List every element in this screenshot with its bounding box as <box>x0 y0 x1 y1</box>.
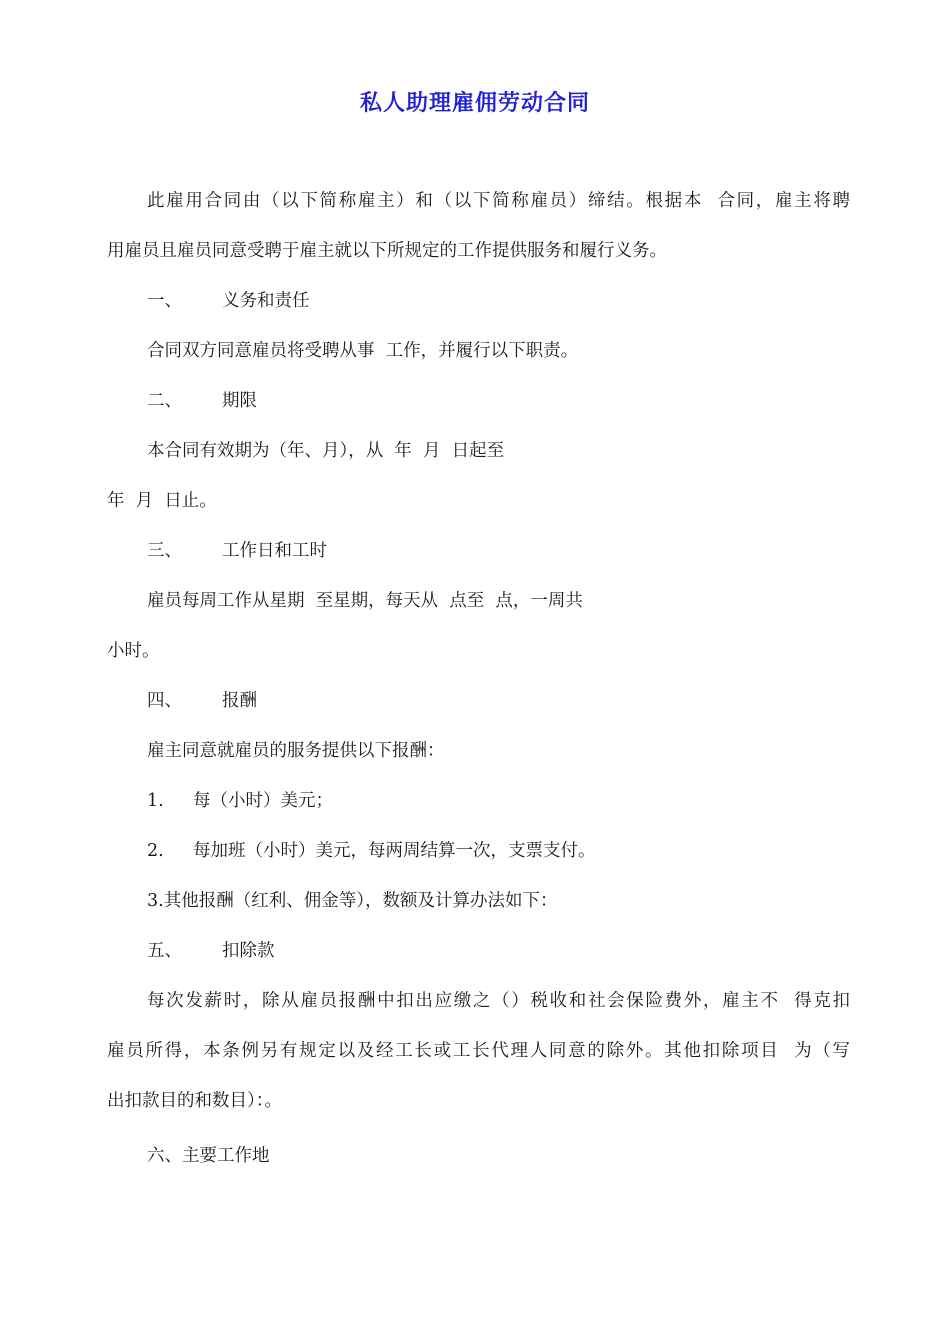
section-5-line-1: 每次发薪时，除从雇员报酬中扣出应缴之（）税收和社会保险费外，雇主不 得克扣 <box>147 991 850 1011</box>
section-3-body-line-1: 雇员每周工作从星期 至星期，每天从 点至 点，一周共 <box>147 591 583 611</box>
section-4-body: 雇主同意就雇员的服务提供以下报酬： <box>147 741 445 761</box>
section-4-heading: 报酬 <box>222 691 257 711</box>
list-item-text: 每（小时）美元； <box>193 791 333 811</box>
list-item-text: 每加班（小时）美元，每两周结算一次，支票支付。 <box>193 841 596 861</box>
section-3-number: 三、 <box>147 541 182 561</box>
list-item-number: 2. <box>147 841 164 861</box>
document-title: 私人助理雇佣劳动合同 <box>359 90 590 116</box>
section-2-body-line-1: 本合同有效期为（年、月），从 年 月 日起至 <box>147 441 505 461</box>
section-2-body-line-2: 年 月 日止。 <box>107 491 217 511</box>
section-1-body: 合同双方同意雇员将受聘从事 工作，并履行以下职责。 <box>147 341 579 361</box>
section-3-heading: 工作日和工时 <box>222 541 327 561</box>
section-5-number: 五、 <box>147 941 182 961</box>
section-5-line-3: 出扣款目的和数目）：。 <box>107 1091 282 1111</box>
list-item-number: 1. <box>147 791 164 811</box>
intro-line-2: 用雇员且雇员同意受聘于雇主就以下所规定的工作提供服务和履行义务。 <box>107 241 667 261</box>
section-5-line-2: 雇员所得，本条例另有规定以及经工长或工长代理人同意的除外。其他扣除项目 为（写 <box>107 1041 850 1061</box>
section-2-number: 二、 <box>147 391 182 411</box>
section-6-heading: 六、主要工作地 <box>147 1146 270 1166</box>
section-3-body-line-2: 小时。 <box>107 641 160 661</box>
section-2-heading: 期限 <box>222 391 257 411</box>
section-4-number: 四、 <box>147 691 182 711</box>
intro-line-1: 此雇用合同由（以下简称雇主）和（以下简称雇员）缔结。根据本 合同，雇主将聘 <box>147 191 850 211</box>
list-item-3: 3.其他报酬（红利、佣金等），数额及计算办法如下： <box>147 891 558 911</box>
section-1-number: 一、 <box>147 291 182 311</box>
section-1-heading: 义务和责任 <box>222 291 310 311</box>
section-5-heading: 扣除款 <box>222 941 275 961</box>
